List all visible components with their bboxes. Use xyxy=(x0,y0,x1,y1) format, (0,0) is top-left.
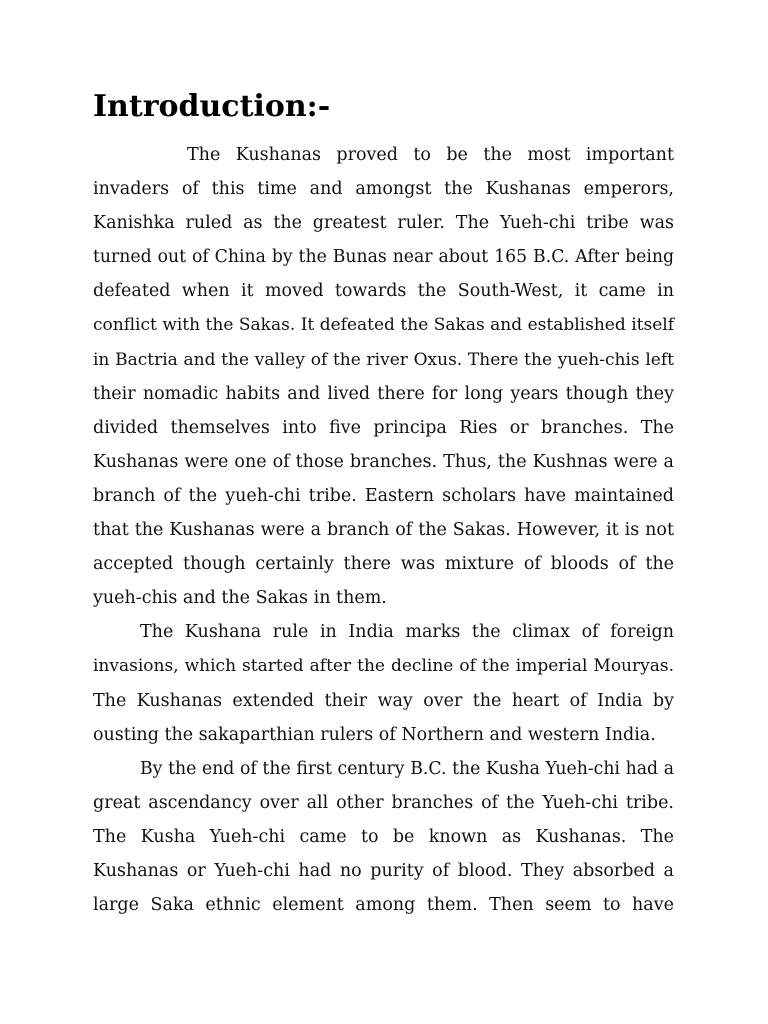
document-body xyxy=(93,138,674,922)
text-line: turned out of China by the Bunas near about 165 B.C. After being xyxy=(93,247,674,268)
text-line: branch of the yueh-chi tribe. Eastern scholars have maintained xyxy=(93,485,674,506)
text-line: The Kushanas extended their way over the heart of India by xyxy=(93,690,674,711)
page-heading: Introduction:- xyxy=(93,89,331,124)
text-line: conflict with the Sakas. It defeated the Sakas and established itself xyxy=(93,315,674,336)
text-line: accepted though certainly there was mixture of bloods of the xyxy=(93,554,674,575)
text-line: their nomadic habits and lived there for long years though they xyxy=(93,383,674,404)
text-line: The Kusha Yueh-chi came to be known as Kushanas. The xyxy=(93,826,674,847)
text-line: ousting the sakaparthian rulers of Northern and western India. xyxy=(93,724,656,745)
text-line: Kanishka ruled as the greatest ruler. The Yueh-chi tribe was xyxy=(93,213,674,234)
text-line: By the end of the first century B.C. the Kusha Yueh-chi had a xyxy=(140,758,674,779)
text-line: divided themselves into five principa Ries or branches. The xyxy=(93,417,674,438)
text-line: in Bactria and the valley of the river Oxus. There the yueh-chis left xyxy=(93,349,674,370)
text-line: defeated when it moved towards the South-West, it came in xyxy=(93,281,674,302)
text-line: great ascendancy over all other branches of the Yueh-chi tribe. xyxy=(93,792,674,813)
text-line: invaders of this time and amongst the Kushanas emperors, xyxy=(93,179,674,200)
text-line: The Kushanas proved to be the most important xyxy=(187,145,674,165)
text-line: invasions, which started after the decline of the imperial Mouryas. xyxy=(93,656,674,677)
text-line: The Kushana rule in India marks the climax of foreign xyxy=(140,622,674,643)
text-line: large Saka ethnic element among them. Then seem to have xyxy=(93,895,674,916)
text-line: Kushanas or Yueh-chi had no purity of blood. They absorbed a xyxy=(93,860,674,881)
text-line: that the Kushanas were a branch of the Sakas. However, it is not xyxy=(93,520,674,541)
text-line: yueh-chis and the Sakas in them. xyxy=(93,588,387,609)
text-line: Kushanas were one of those branches. Thus, the Kushnas were a xyxy=(93,451,674,472)
